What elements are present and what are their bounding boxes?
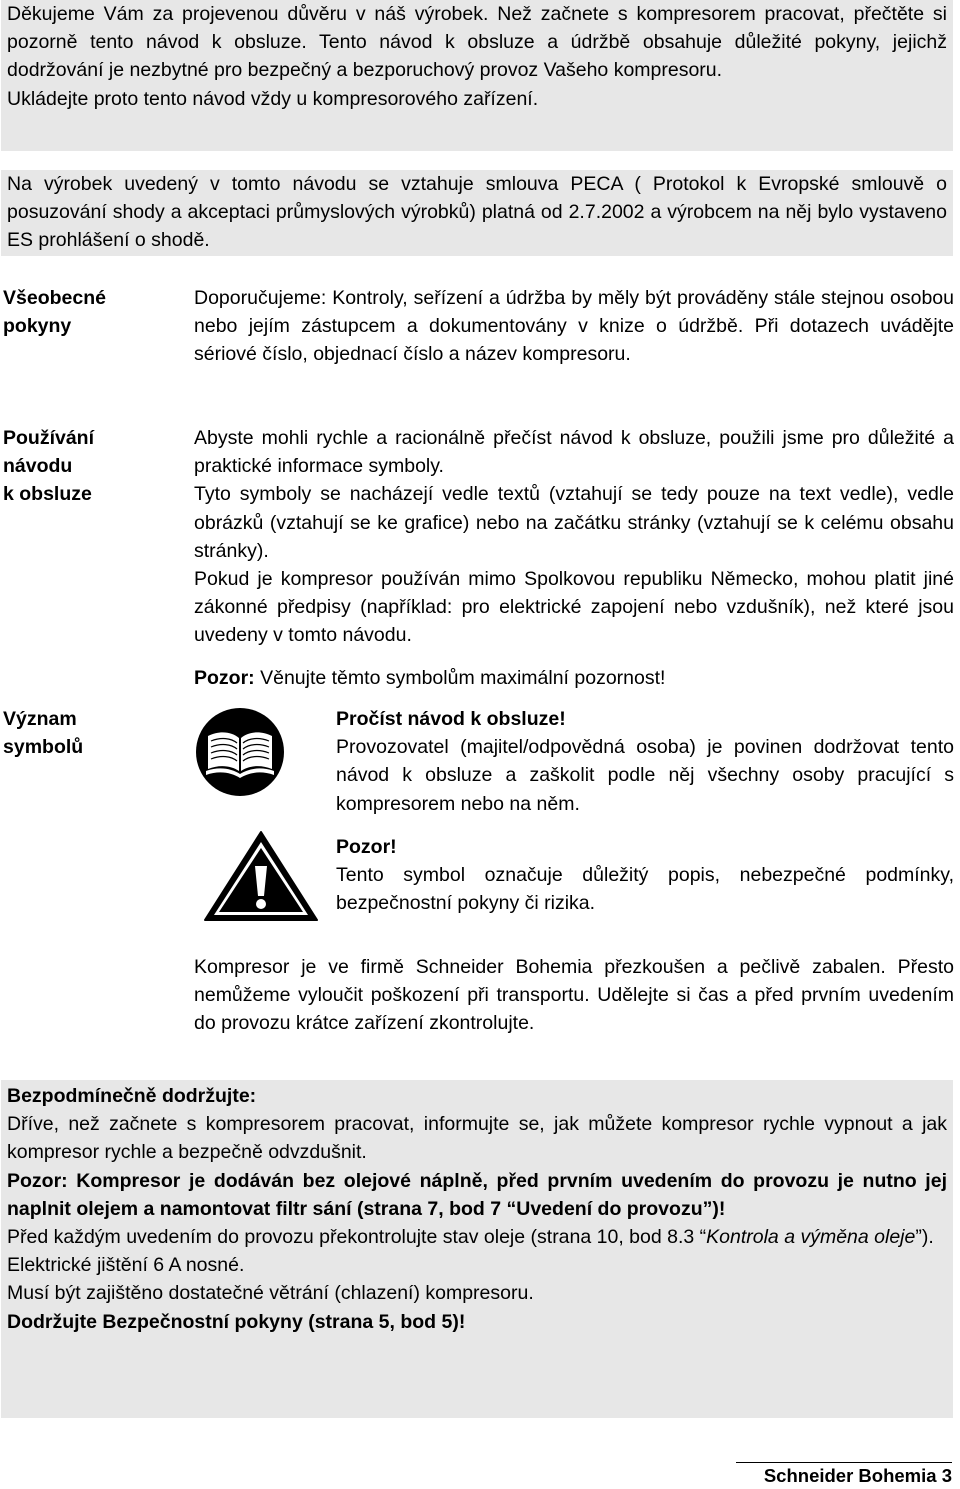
mandatory-paragraph-4: Elektrické jištění 6 A nosné. [7, 1254, 245, 1277]
intro-paragraph: Děkujeme Vám za projevenou důvěru v náš výrobek. Než začnete s kompresorem pracovat, přečtěte si pozorně tento návod k obsluze. Tento návod k obsluze a údržbě obsahuje důležité pokyny, jejichž dodržování je nezbytné pro bezpečný a bezporuchový provoz Vašeho kompresoru. [7, 3, 947, 82]
mandatory-paragraph-5: Musí být zajištěno dostatečné větrání (chlazení) kompresoru. [7, 1282, 534, 1305]
mandatory-paragraph-3: Před každým uvedením do provozu překontrolujte stav oleje (strana 10, bod 8.3 “Kontrola a výměna oleje”). [7, 1226, 934, 1249]
usage-paragraph-3: Pokud je kompresor používán mimo Spolkovou republiku Německo, mohou platit jiné zákonné předpisy (například: pro elektrické zapojení nebo vzdušník), než které jsou uvedeny v tomto návodu. [194, 568, 954, 647]
mandatory-paragraph-2: Pozor: Kompresor je dodáván bez olejové náplně, před prvním uvedením do provozu je nutno jej naplnit olejem a namontovat filtr sání (strana 7, bod 7 “Uvedení do provozu”)! [7, 1169, 947, 1220]
intro-storage-note: Ukládejte proto tento návod vždy u kompresorového zařízení. [7, 87, 539, 110]
warning-symbol-description [336, 833, 954, 918]
book-symbol-title: Pročíst návod k obsluze! [336, 708, 566, 730]
usage-heading: Používání návodu k obsluze [3, 427, 95, 506]
general-text: Doporučujeme: Kontroly, seřízení a údržba by měly být prováděny stále stejnou osobou nebo jejím zástupcem a dokumentovány v knize o údržbě. Při dotazech uvádějte sériové číslo, objednací číslo a název kompresoru. [194, 287, 954, 366]
mandatory-paragraph-6: Dodržujte Bezpečnostní pokyny (strana 5, bod 5)! [7, 1310, 466, 1333]
mandatory-paragraph-1: Dříve, než začnete s kompresorem pracovat, informujte se, jak můžete kompresor rychle vypnout a jak kompresor rychle a bezpečně odvzdušnit. [7, 1113, 947, 1164]
warning-triangle-icon [203, 830, 319, 922]
warning-symbol-text: Tento symbol označuje důležitý popis, nebezpečné podmínky, bezpečnostní pokyny či rizika. [336, 864, 954, 915]
warning-symbol-title: Pozor! [336, 836, 397, 858]
mandatory-box [1, 1080, 953, 1418]
usage-paragraph-1: Abyste mohli rychle a racionálně přečíst návod k obsluze, použili jsme pro důležité a praktické informace symboly. [194, 427, 954, 478]
book-icon [196, 703, 284, 801]
intro-box [1, 0, 953, 151]
attention-label: Pozor: [194, 667, 255, 689]
book-symbol-text: Provozovatel (majitel/odpovědná osoba) je povinen dodržovat tento návod k obsluze a zaškolit podle něj všechny osoby pracující s kompresorem nebo na něm. [336, 736, 954, 815]
attention-text: Věnujte těmto symbolům maximální pozornost! [254, 667, 666, 689]
usage-text [194, 424, 954, 650]
inspection-paragraph: Kompresor je ve firmě Schneider Bohemia přezkoušen a pečlivě zabalen. Přesto nemůžeme vyloučit poškození při transportu. Udělejte si čas a před prvním uvedením do provozu krátce zařízení zkontrolujte. [194, 956, 954, 1035]
symbols-heading: Význam symbolů [3, 708, 84, 759]
page-footer: Schneider Bohemia 3 [736, 1462, 952, 1489]
peca-box [1, 170, 953, 256]
peca-text: Na výrobek uvedený v tomto návodu se vztahuje smlouva PECA ( Protokol k Evropské smlouvě o posuzování shody a akceptaci průmyslových výrobků) platná od 2.7.2002 a výrobcem na něj bylo vystaveno ES prohlášení o shodě. [7, 173, 947, 252]
general-heading: Všeobecné pokyny [3, 287, 106, 338]
book-symbol-description [336, 705, 954, 818]
mandatory-heading: Bezpodmínečně dodržujte: [7, 1085, 257, 1107]
attention-line [194, 664, 954, 692]
usage-paragraph-2: Tyto symboly se nacházejí vedle textů (vztahují se tedy pouze na text vedle), vedle obrázků (vztahují se ke grafice) nebo na začátku stránky (vztahují se k celému obsahu stránky). [194, 483, 954, 562]
